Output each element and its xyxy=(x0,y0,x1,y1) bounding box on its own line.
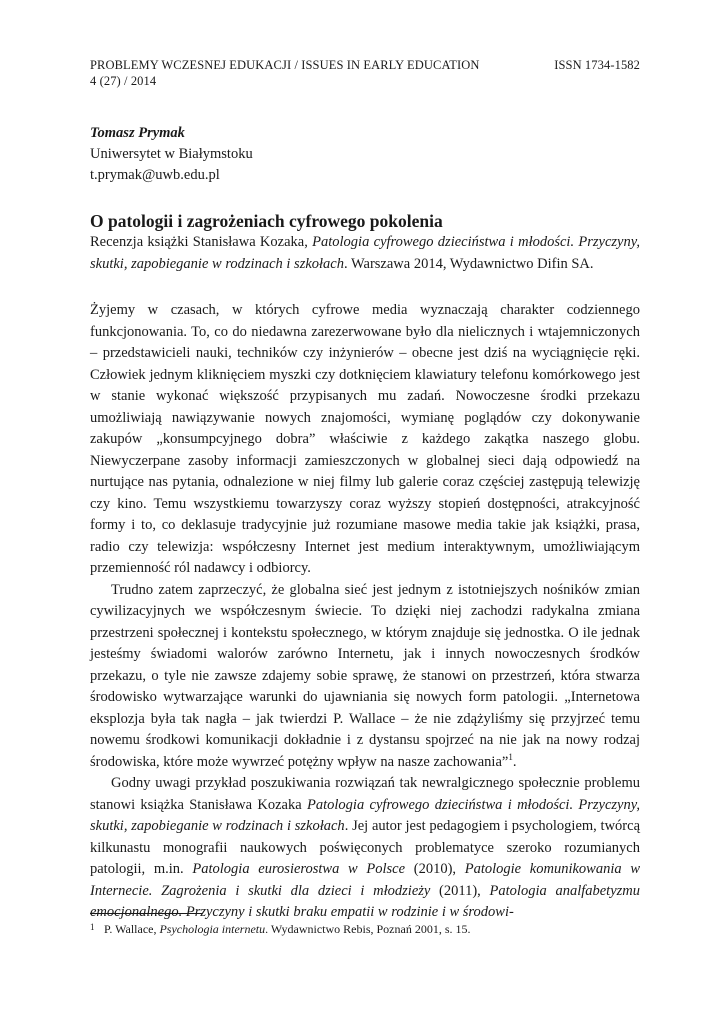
footnote xyxy=(90,919,640,937)
footnote-ref: 1 xyxy=(508,751,513,762)
footnote-number: 1 xyxy=(90,922,95,932)
p3-work-3: Patologia analfabetyzmu emocjonalnego. Przyczyny i skutki braku empatii w rodzinie i w środowi- xyxy=(90,882,641,920)
paragraph-1: Żyjemy w czasach, w których cyfrowe media wyznaczają charakter codziennego funkcjonowania. To, co do niedawna zarezerwowane było dla nielicznych i wtajemniczonych – przedstawicieli nauki, techników czy inżynierów – obecne jest dziś na wyciągnięcie ręki. Człowiek jednym kliknięciem myszki czy dotknięciem klawiatury telefonu komórkowego jest w stanie wykonać większość przypisanych mu zadań. Nowoczesne środki przekazu umożliwiają nawiązywanie nowych znajomości, wymianę poglądów czy dokonywanie zakupów „konsumpcyjnego dobra” właściwie z każdego zakątka naszego globu. Niewyczerpane zasoby informacji zamieszczonych w globalnej sieci dają odpowiedź na nurtujące nas pytania, odnalezione w niej filmy lub galerie coraz częściej zastępują telewizję czy kino. Temu wszystkiemu towarzyszy coraz wyższy stopień dostępności, atrakcyjność formy i to, co deklasuje tradycyjnie już rozumiane masowe media takie jak książki, prasa, radio czy telewizja: współczesny Internet jest medium interaktywnym, umożliwiającym przemienność ról nadawcy i odbiorcy. xyxy=(90,302,640,576)
review-suffix: . Warszawa 2014, Wydawnictwo Difin SA. xyxy=(344,255,594,272)
p3-part-c: . Jej autor jest pedagogiem i psychologiem, twórcą kilkunastu monografii naukowych poświęconych problematyce szeroko rozumianych patologii, m.in. xyxy=(90,818,640,877)
running-header xyxy=(90,57,640,89)
paragraph-2-end: . xyxy=(512,753,517,770)
page xyxy=(90,57,640,924)
article-body xyxy=(90,300,640,924)
author-name: Tomasz Prymak xyxy=(90,125,185,141)
p3-work-2: Patologie komunikowania w Internecie. Zagrożenia i skutki dla dzieci i młodzieży xyxy=(90,861,640,899)
review-line xyxy=(90,232,640,275)
paragraph-3 xyxy=(90,773,640,924)
p3-part-e: (2010), xyxy=(405,861,465,877)
author-email: t.prymak@uwb.edu.pl xyxy=(90,167,220,183)
p3-part-a: Godny uwagi przykład poszukiwania rozwiązań tak newralgicznego społecznie problemu stanowi książka Stanisława Kozaka xyxy=(90,775,640,813)
issn: ISSN 1734-1582 xyxy=(554,58,640,72)
p3-work-1: Patologia eurosierostwa w Polsce xyxy=(192,861,406,877)
journal-name: PROBLEMY WCZESNEJ EDUKACJI / ISSUES IN EARLY EDUCATION xyxy=(90,58,480,72)
author-affiliation: Uniwersytet w Białymstoku xyxy=(90,146,253,162)
footnote-title: Psychologia internetu xyxy=(159,922,266,936)
paragraph-2-text: Trudno zatem zaprzeczyć, że globalna sieć jest jednym z istotniejszych nośników zmian cywilizacyjnych we współczesnym świecie. To dzięki niej zachodzi radykalna zmiana przestrzeni społecznej i kontekstu społecznego, w którym znajduje się jednostka. O ile jednak jesteśmy świadomi walorów zarówno Internetu, jak i innych nowoczesnych środków przekazu, o tyle nie zawsze zdajemy sobie sprawę, że stanowi on przestrzeń, która stwarza środowisko wytwarzające warunki do ujawniania się nowych form patologii. „Internetowa eksplozja była tak nagła – jak twierdzi P. Wallace – że nie zdążyliśmy się przyjrzeć temu nowemu środkowi komunikacji dokładnie i z dystansu spojrzeć na nie jak na nowy rodzaj środowiska, które może wywrzeć potężny wpływ na nasze zachowania” xyxy=(90,581,640,770)
footnote-divider xyxy=(90,913,202,914)
review-prefix: Recenzja książki Stanisława Kozaka, xyxy=(90,234,313,250)
footnote-part-c: . Wydawnictwo Rebis, Poznań 2001, s. 15. xyxy=(265,922,471,936)
p3-part-g: (2011), xyxy=(430,882,490,899)
reviewed-book-title: Patologia cyfrowego dzieciństwa i młodości. Przyczyny, skutki, zapobieganie w rodzinach i szkołach xyxy=(90,234,640,272)
p3-book-title: Patologia cyfrowego dzieciństwa i młodości. Przyczyny, skutki, zapobieganie w rodzinach i szkołach xyxy=(90,796,640,834)
footnote-part-a: P. Wallace, xyxy=(104,922,160,936)
paragraph-2 xyxy=(90,580,640,774)
issue-number: 4 (27) / 2014 xyxy=(90,74,157,88)
article-title: O patologii i zagrożeniach cyfrowego pokolenia xyxy=(90,211,443,231)
author-block xyxy=(90,123,640,186)
